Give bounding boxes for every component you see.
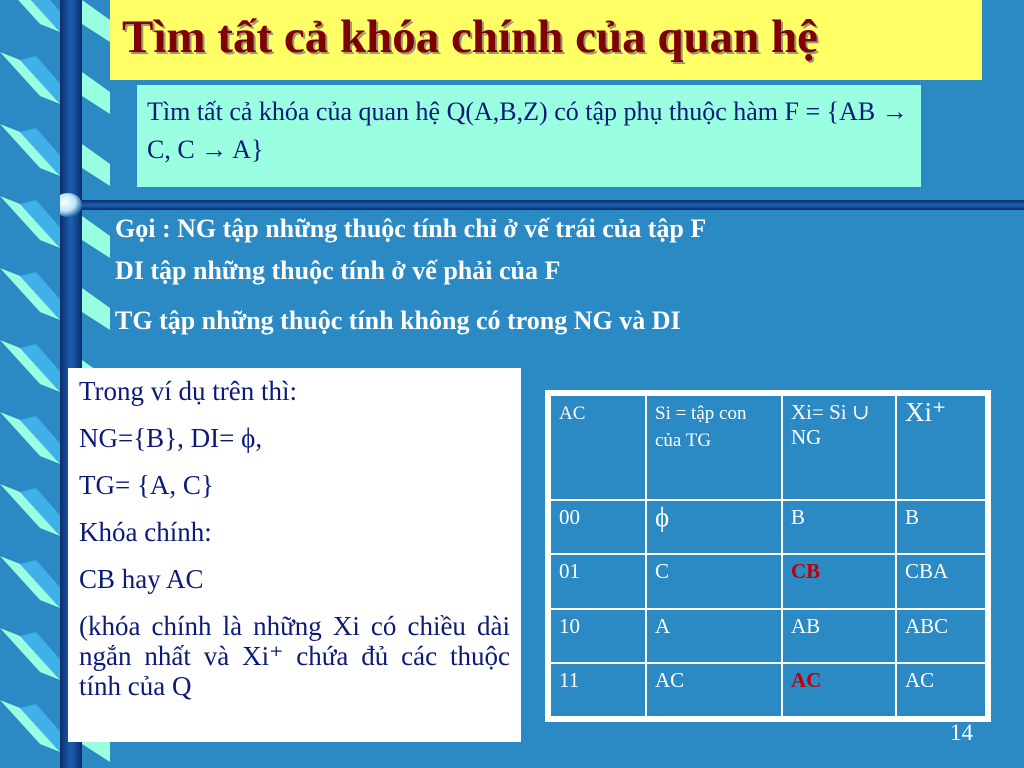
example-line: TG= {A, C}	[79, 470, 214, 500]
table-row	[550, 663, 986, 717]
table-row	[550, 500, 986, 554]
problem-statement: Tìm tất cả khóa của quan hệ Q(A,B,Z) có tập phụ thuộc hàm F = {AB → C, C → A}	[137, 85, 921, 187]
table-cell: 10	[550, 609, 646, 663]
table-cell: ABC	[896, 609, 986, 663]
page-number: 14	[950, 720, 973, 745]
table-header-cell: Xi⁺	[896, 395, 986, 500]
table-cell: 01	[550, 554, 646, 608]
table-header-cell: Si = tập con của TG	[646, 395, 782, 500]
slide-title: Tìm tất cả khóa chính của quan hệ	[122, 11, 819, 63]
table-cell: B	[896, 500, 986, 554]
table-cell: C	[646, 554, 782, 608]
table-cell: 11	[550, 663, 646, 717]
example-line: Trong ví dụ trên thì:	[79, 376, 298, 406]
key-table-frame	[545, 390, 991, 722]
example-line: Khóa chính:	[79, 517, 212, 547]
table-cell: AC	[896, 663, 986, 717]
example-box	[68, 368, 521, 742]
definition-ng: Gọi : NG tập những thuộc tính chỉ ở vế trái của tập F	[115, 214, 707, 243]
table-cell: B	[782, 500, 896, 554]
table-cell: AC	[646, 663, 782, 717]
key-table	[549, 394, 987, 718]
table-header-row	[550, 395, 986, 500]
table-row	[550, 609, 986, 663]
table-header-cell: Xi= Si ∪ NG	[782, 395, 896, 500]
example-line: CB hay AC	[79, 564, 204, 594]
table-cell: AB	[782, 609, 896, 663]
table-cell: CBA	[896, 554, 986, 608]
table-header-cell: AC	[550, 395, 646, 500]
table-cell-highlight: CB	[782, 554, 896, 608]
table-cell-highlight: AC	[782, 663, 896, 717]
example-line: NG={B}, DI= ϕ,	[79, 423, 263, 453]
table-cell: 00	[550, 500, 646, 554]
definition-tg: TG tập những thuộc tính không có trong NG và DI	[115, 306, 681, 335]
table-row	[550, 554, 986, 608]
example-note: (khóa chính là những Xi có chiều dài ngắn nhất và Xi⁺ chứa đủ các thuộc tính của Q	[79, 611, 510, 701]
definition-di: DI tập những thuộc tính ở vế phải của F	[115, 256, 561, 285]
table-cell: A	[646, 609, 782, 663]
table-cell: ϕ	[646, 500, 782, 554]
